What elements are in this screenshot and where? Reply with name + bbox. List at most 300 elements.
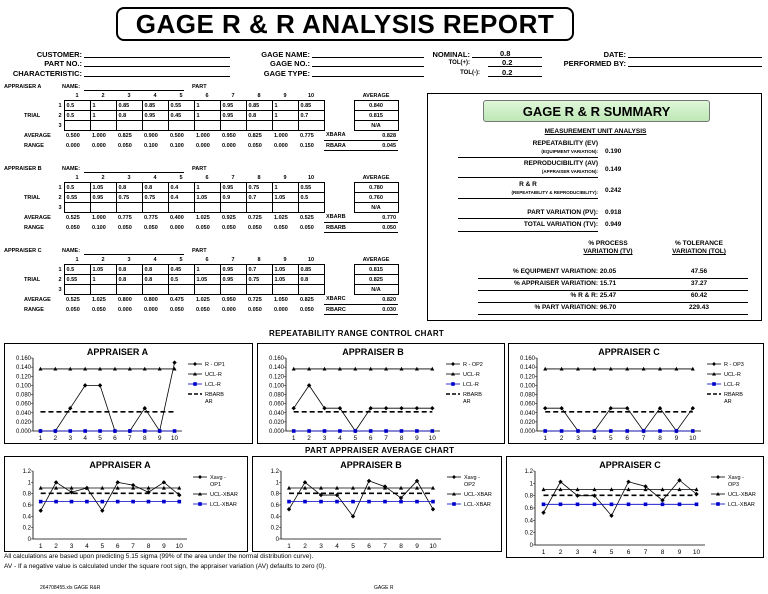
average-row-value: 0.925 xyxy=(222,214,236,221)
data-point xyxy=(678,503,682,507)
x-tick-label: 10 xyxy=(428,435,436,442)
x-tick-label: 9 xyxy=(674,435,679,442)
measurement-cell[interactable]: 0.75 xyxy=(116,193,142,203)
range-row-value: 0.000 xyxy=(222,142,236,149)
data-point xyxy=(131,500,135,504)
part-no-field[interactable] xyxy=(84,58,230,67)
range-row-value: 0.050 xyxy=(66,306,80,313)
summary-row-label: % EQUIPMENT VARIATION: xyxy=(513,268,598,275)
measurement-cell[interactable] xyxy=(272,121,298,131)
data-point xyxy=(415,500,419,504)
data-point xyxy=(68,406,72,410)
col-process-header: % PROCESS xyxy=(588,240,628,247)
legend-label: Xavg - xyxy=(210,475,226,481)
part-number: 1 xyxy=(75,256,79,263)
part-number: 9 xyxy=(283,174,287,181)
y-tick-label: 0.020 xyxy=(15,419,31,426)
average-row-label: AVERAGE xyxy=(24,296,51,303)
measurement-cell[interactable] xyxy=(298,121,324,131)
performed-by-field[interactable] xyxy=(628,58,762,67)
y-tick-label: 0.140 xyxy=(268,365,284,372)
av-label: REPRODUCIBILITY (AV) xyxy=(523,160,598,167)
measurement-cell[interactable]: 0.8 xyxy=(116,275,142,285)
data-point xyxy=(83,383,87,387)
trial-average: N/A xyxy=(354,121,398,131)
x-tick-label: 5 xyxy=(100,543,105,550)
x-tick-label: 2 xyxy=(53,435,58,442)
average-row-value: 0.800 xyxy=(118,296,132,303)
gage-no-label: GAGE NO.: xyxy=(269,59,310,68)
nominal-label: NOMINAL: xyxy=(432,50,470,59)
measurement-cell[interactable]: 1 xyxy=(194,265,220,275)
trial-label xyxy=(22,203,54,213)
x-tick-label: 5 xyxy=(98,435,102,442)
legend-marker xyxy=(451,362,455,366)
legend-marker xyxy=(716,475,720,479)
range-row-value: 0.150 xyxy=(300,142,314,149)
measurement-cell[interactable]: 0.8 xyxy=(116,183,142,193)
measurement-cell[interactable]: 0.75 xyxy=(142,193,168,203)
data-point xyxy=(39,508,43,512)
x-tick-label: 8 xyxy=(658,435,662,442)
x-tick-label: 7 xyxy=(641,435,646,442)
range-row-value: 0.000 xyxy=(92,142,106,149)
measurement-cell[interactable]: 0.95 xyxy=(142,111,168,121)
average-row-value: 1.050 xyxy=(274,296,288,303)
x-tick-label: 7 xyxy=(384,435,388,442)
customer-field[interactable] xyxy=(84,49,230,58)
data-point xyxy=(116,480,120,484)
range-row-value: 0.050 xyxy=(92,306,106,313)
data-point xyxy=(384,406,388,410)
x-tick-label: 4 xyxy=(592,435,597,442)
data-point xyxy=(338,406,342,410)
y-tick-label: 0 xyxy=(529,543,533,549)
x-tick-label: 10 xyxy=(692,549,701,556)
measurement-cell[interactable]: 0.5 xyxy=(64,183,90,193)
measurement-cell[interactable]: 0.95 xyxy=(220,183,246,193)
tv-value: 0.949 xyxy=(605,221,622,228)
average-row-value: 1.000 xyxy=(274,132,288,139)
legend-label: UCL-XBAR xyxy=(728,492,756,498)
y-tick-label: 0.8 xyxy=(22,491,31,498)
measurement-cell[interactable]: 0.95 xyxy=(220,275,246,285)
data-point xyxy=(354,429,358,433)
measurement-cell[interactable]: 1 xyxy=(90,275,116,285)
x-tick-label: 6 xyxy=(368,435,373,442)
measurement-cell[interactable]: 0.95 xyxy=(90,193,116,203)
data-point xyxy=(430,406,434,410)
x-tick-label: 3 xyxy=(576,435,580,442)
y-tick-label: 1 xyxy=(27,480,31,487)
measurement-cell[interactable] xyxy=(194,203,220,213)
measurement-cell[interactable]: 0.85 xyxy=(298,265,324,275)
part-number: 3 xyxy=(127,256,131,263)
x-tick-label: 8 xyxy=(399,435,404,442)
average-row-value: 0.950 xyxy=(222,132,236,139)
data-point xyxy=(431,507,435,511)
legend-label: LCL-R xyxy=(463,382,479,388)
part-header: PART xyxy=(192,166,207,172)
measurement-cell[interactable]: 0.95 xyxy=(220,101,246,111)
trial-average: N/A xyxy=(354,203,398,213)
tol-plus-field[interactable] xyxy=(488,58,542,67)
average-header: AVERAGE xyxy=(362,174,390,181)
average-row-value: 0.825 xyxy=(118,132,132,139)
measurement-cell[interactable]: 0.8 xyxy=(116,265,142,275)
trial-average: 0.815 xyxy=(354,265,398,275)
measurement-cell[interactable]: 0.55 xyxy=(168,101,194,111)
measurement-cell[interactable] xyxy=(168,285,194,295)
measurement-cell[interactable]: 1.05 xyxy=(90,265,116,275)
x-tick-label: 2 xyxy=(559,435,564,442)
data-point xyxy=(576,429,580,433)
measurement-cell[interactable] xyxy=(194,285,220,295)
measurement-cell[interactable]: 1.05 xyxy=(272,193,298,203)
legend-label: AR xyxy=(724,399,732,405)
y-tick-label: 1.2 xyxy=(524,469,533,475)
measurement-cell[interactable] xyxy=(116,203,142,213)
measurement-cell[interactable] xyxy=(142,121,168,131)
data-point xyxy=(303,500,307,504)
data-point xyxy=(642,429,646,433)
summary-row-pct-tv: 15.71 xyxy=(599,280,617,287)
range-row-value: 0.050 xyxy=(300,224,314,231)
data-point xyxy=(143,406,147,410)
data-point xyxy=(431,429,435,433)
measurement-cell[interactable]: 1.05 xyxy=(90,183,116,193)
measurement-cell[interactable]: 0.4 xyxy=(168,183,194,193)
part-number: 7 xyxy=(231,174,235,181)
col-process-sub: VARIATION (TV) xyxy=(583,248,633,255)
summary-row-pct-tv: 25.47 xyxy=(599,292,617,299)
x-tick-label: 10 xyxy=(689,435,697,442)
summary-title: GAGE R & R SUMMARY xyxy=(483,100,710,122)
legend-label: AR xyxy=(463,399,471,405)
measurement-cell[interactable]: 0.9 xyxy=(220,193,246,203)
part-number: 10 xyxy=(307,174,315,181)
measurement-cell[interactable]: 0.8 xyxy=(246,111,272,121)
measurement-cell[interactable]: 1 xyxy=(272,183,298,193)
measurement-cell[interactable] xyxy=(298,285,324,295)
x-tick-label: 4 xyxy=(85,543,89,550)
measurement-cell[interactable]: 0.55 xyxy=(64,193,90,203)
data-point xyxy=(691,429,695,433)
data-point xyxy=(661,503,665,507)
data-point xyxy=(143,429,147,433)
legend-label: RBARB xyxy=(205,392,224,398)
measurement-cell[interactable]: 0.95 xyxy=(220,111,246,121)
measurement-cell[interactable]: 1.05 xyxy=(194,275,220,285)
x-tick-label: 4 xyxy=(335,543,339,550)
data-point xyxy=(338,429,342,433)
data-point xyxy=(54,429,58,433)
x-tick-label: 4 xyxy=(83,435,87,442)
legend-label: R - OP2 xyxy=(463,362,483,368)
measurement-cell[interactable] xyxy=(168,203,194,213)
measurement-cell[interactable] xyxy=(246,121,272,131)
measurement-cell[interactable] xyxy=(64,285,90,295)
y-tick-label: 0.6 xyxy=(524,506,533,512)
measurement-cell[interactable]: 0.7 xyxy=(246,265,272,275)
data-point xyxy=(307,383,311,387)
data-point xyxy=(307,429,311,433)
measurement-cell[interactable] xyxy=(116,121,142,131)
ev-sub: (EQUIPMENT VARIATION): xyxy=(541,149,598,154)
measurement-cell[interactable] xyxy=(272,203,298,213)
y-tick-label: 0.4 xyxy=(22,514,31,521)
range-row-stat-label: RBARA xyxy=(324,141,354,151)
data-point xyxy=(542,503,546,507)
measurement-cell[interactable] xyxy=(168,121,194,131)
legend-marker xyxy=(193,362,197,366)
rr-sub: (REPEATABILITY & REPRODUCIBILITY): xyxy=(511,190,598,195)
legend-marker xyxy=(452,475,456,479)
pv-value: 0.918 xyxy=(605,209,622,216)
characteristic-field[interactable] xyxy=(84,68,230,77)
y-tick-label: 1.2 xyxy=(22,469,31,475)
characteristic-label: CHARACTERISTIC: xyxy=(12,69,82,78)
data-point xyxy=(323,429,327,433)
measurement-cell[interactable]: 1.05 xyxy=(272,265,298,275)
measurement-cell[interactable]: 1 xyxy=(90,101,116,111)
measurement-cell[interactable]: 0.45 xyxy=(168,111,194,121)
measurement-cell[interactable]: 0.85 xyxy=(142,101,168,111)
footer-note-2: AV - If a negative value is calculated under the square root sign, the appraiser variation (AV) defaults to zero (0). xyxy=(4,563,327,570)
measurement-cell[interactable]: 1.05 xyxy=(272,275,298,285)
part-number: 6 xyxy=(205,256,209,263)
data-point xyxy=(147,500,151,504)
measurement-cell[interactable]: 0.55 xyxy=(64,275,90,285)
summary-row-pct-tv: 96.70 xyxy=(599,304,617,311)
trial-label: TRIAL xyxy=(24,112,41,119)
measurement-cell[interactable]: 0.75 xyxy=(246,183,272,193)
trial-average: 0.825 xyxy=(354,275,398,285)
legend-marker xyxy=(712,362,716,366)
series-line xyxy=(544,480,697,515)
gage-name-label: GAGE NAME: xyxy=(261,50,310,59)
average-row-value: 1.025 xyxy=(274,214,288,221)
y-tick-label: 0.060 xyxy=(15,401,31,408)
x-tick-label: 5 xyxy=(609,549,614,556)
measurement-cell[interactable] xyxy=(64,121,90,131)
y-tick-label: 0.020 xyxy=(268,419,284,426)
data-point xyxy=(400,429,404,433)
y-tick-label: 0.040 xyxy=(268,410,284,417)
measurement-cell[interactable]: 0.45 xyxy=(168,265,194,275)
data-point xyxy=(383,500,387,504)
legend-marker xyxy=(452,502,456,506)
y-tick-label: 1.2 xyxy=(270,469,279,475)
y-tick-label: 0.160 xyxy=(15,356,31,362)
x-tick-label: 6 xyxy=(625,435,630,442)
range-row-value: 0.050 xyxy=(274,224,288,231)
measurement-cell[interactable] xyxy=(246,203,272,213)
data-point xyxy=(610,503,614,507)
data-point xyxy=(287,507,291,511)
data-point xyxy=(85,500,89,504)
measurement-cell[interactable] xyxy=(220,121,246,131)
measurement-cell[interactable] xyxy=(220,285,246,295)
measurement-cell[interactable] xyxy=(142,203,168,213)
data-point xyxy=(351,500,355,504)
part-number: 8 xyxy=(257,256,261,263)
av-sub: (APPRAISER VARIATION): xyxy=(541,169,598,174)
average-row-value: 0.475 xyxy=(170,296,184,303)
range-row-value: 0.000 xyxy=(222,306,236,313)
x-tick-label: 1 xyxy=(38,543,43,550)
trial-number: 1 xyxy=(58,266,62,273)
average-chart-title: PART APPRAISER AVERAGE CHART xyxy=(305,446,455,455)
measurement-cell[interactable] xyxy=(142,285,168,295)
range-chart-2 xyxy=(257,343,505,444)
y-tick-label: 0.4 xyxy=(524,518,533,525)
measurement-cell[interactable] xyxy=(272,285,298,295)
range-row-value: 0.000 xyxy=(274,306,288,313)
y-tick-label: 0.160 xyxy=(519,356,535,362)
range-row-value: 0.050 xyxy=(300,306,314,313)
measurement-cell[interactable]: 0.75 xyxy=(246,275,272,285)
average-row-value: 1.000 xyxy=(92,214,106,221)
footer-note-1: All calculations are based upon predicting 5.15 sigma (99% of the area under the normal distribution curve). xyxy=(4,553,314,560)
gage-no-field[interactable] xyxy=(312,58,424,67)
legend-label: Xavg - xyxy=(464,475,480,481)
data-point xyxy=(39,500,43,504)
average-row-value: 0.725 xyxy=(248,214,262,221)
gage-rr-summary xyxy=(427,93,762,321)
measurement-cell[interactable]: 0.7 xyxy=(246,193,272,203)
measurement-cell[interactable]: 1 xyxy=(90,111,116,121)
measurement-cell[interactable]: 0.8 xyxy=(142,265,168,275)
measurement-cell[interactable]: 1 xyxy=(194,101,220,111)
measurement-cell[interactable]: 1 xyxy=(194,183,220,193)
footer-sheet: GAGE R xyxy=(374,585,394,591)
date-field[interactable] xyxy=(628,49,762,58)
legend-label: AR xyxy=(205,399,213,405)
gage-type-field[interactable] xyxy=(312,68,424,77)
measurement-cell[interactable]: 0.8 xyxy=(142,183,168,193)
measurement-cell[interactable]: 0.8 xyxy=(142,275,168,285)
x-tick-label: 9 xyxy=(162,543,166,550)
summary-row-pct-tol: 60.42 xyxy=(690,292,708,299)
y-tick-label: 0.000 xyxy=(268,429,284,435)
data-point xyxy=(431,500,435,504)
chart-title: APPRAISER A xyxy=(89,460,151,470)
measurement-cell[interactable]: 1 xyxy=(272,101,298,111)
data-point xyxy=(384,429,388,433)
av-value: 0.149 xyxy=(605,166,622,173)
gage-name-field[interactable] xyxy=(312,49,424,58)
y-tick-label: 0.100 xyxy=(519,383,535,390)
legend-label: OP2 xyxy=(464,482,476,488)
series-line xyxy=(294,385,433,431)
trial-label xyxy=(22,101,54,111)
legend-label: Xavg - xyxy=(728,475,744,481)
trial-number: 3 xyxy=(58,286,62,293)
trial-number: 3 xyxy=(58,204,62,211)
average-row-value: 0.725 xyxy=(248,296,262,303)
data-point xyxy=(593,503,597,507)
data-point xyxy=(415,429,419,433)
y-tick-label: 0.140 xyxy=(519,365,535,372)
part-number: 1 xyxy=(75,174,79,181)
part-number: 8 xyxy=(257,174,261,181)
range-row-label: RANGE xyxy=(24,142,44,149)
measurement-cell[interactable] xyxy=(194,121,220,131)
data-point xyxy=(593,429,597,433)
chart-svg xyxy=(253,457,501,551)
measurement-cell[interactable] xyxy=(220,203,246,213)
measurement-cell[interactable] xyxy=(246,285,272,295)
measurement-cell[interactable]: 0.95 xyxy=(220,265,246,275)
measurement-cell[interactable]: 0.8 xyxy=(116,111,142,121)
average-row-value: 0.525 xyxy=(300,214,314,221)
part-number: 7 xyxy=(231,92,235,99)
range-chart-title: REPEATABILITY RANGE CONTROL CHART xyxy=(269,329,445,338)
trial-number: 2 xyxy=(58,112,62,119)
appraiser-label: APPRAISER B xyxy=(4,166,42,172)
range-row-value: 0.050 xyxy=(118,224,132,231)
measurement-cell[interactable]: 0.85 xyxy=(116,101,142,111)
measurement-cell[interactable]: 0.7 xyxy=(298,111,324,121)
measurement-cell[interactable]: 1 xyxy=(272,111,298,121)
measurement-cell[interactable]: 0.8 xyxy=(298,275,324,285)
measurement-cell[interactable] xyxy=(116,285,142,295)
chart-title: APPRAISER B xyxy=(342,347,404,357)
data-point xyxy=(322,406,326,410)
measurement-cell[interactable] xyxy=(64,203,90,213)
x-tick-label: 5 xyxy=(353,435,358,442)
x-tick-label: 4 xyxy=(592,549,597,556)
part-number: 4 xyxy=(153,174,157,181)
chart-title: APPRAISER C xyxy=(599,460,661,470)
legend-label: UCL-R xyxy=(205,372,222,378)
y-tick-label: 0.120 xyxy=(15,374,31,381)
measurement-cell[interactable]: 1 xyxy=(194,111,220,121)
measurement-cell[interactable] xyxy=(90,121,116,131)
measurement-cell[interactable] xyxy=(298,203,324,213)
measurement-cell[interactable]: 0.5 xyxy=(168,275,194,285)
part-header: PART xyxy=(192,248,207,254)
measurement-cell[interactable]: 0.5 xyxy=(64,101,90,111)
x-tick-label: 8 xyxy=(399,543,403,550)
measurement-cell[interactable]: 0.5 xyxy=(64,265,90,275)
measurement-cell[interactable]: 1.05 xyxy=(194,193,220,203)
x-tick-label: 10 xyxy=(170,435,179,442)
range-row-value: 0.000 xyxy=(66,142,80,149)
part-number: 2 xyxy=(101,256,105,263)
measurement-cell[interactable]: 0.4 xyxy=(168,193,194,203)
date-label: DATE: xyxy=(603,50,626,59)
measurement-cell[interactable]: 0.85 xyxy=(246,101,272,111)
average-row-label: AVERAGE xyxy=(24,132,51,139)
average-row-value: 0.825 xyxy=(248,132,262,139)
measurement-cell[interactable]: 0.5 xyxy=(298,193,324,203)
tol-plus-value: 0.2 xyxy=(502,58,513,67)
data-point xyxy=(98,383,102,387)
x-tick-label: 2 xyxy=(307,435,311,442)
measurement-cell[interactable] xyxy=(90,285,116,295)
y-tick-label: 0.060 xyxy=(268,401,284,408)
measurement-cell[interactable]: 0.85 xyxy=(298,101,324,111)
measurement-cell[interactable]: 0.55 xyxy=(298,183,324,193)
measurement-cell[interactable] xyxy=(90,203,116,213)
tol-minus-field[interactable] xyxy=(488,68,542,77)
y-tick-label: 0 xyxy=(27,537,31,543)
data-point xyxy=(116,500,120,504)
y-tick-label: 0.6 xyxy=(270,503,279,509)
measurement-cell[interactable]: 0.5 xyxy=(64,111,90,121)
